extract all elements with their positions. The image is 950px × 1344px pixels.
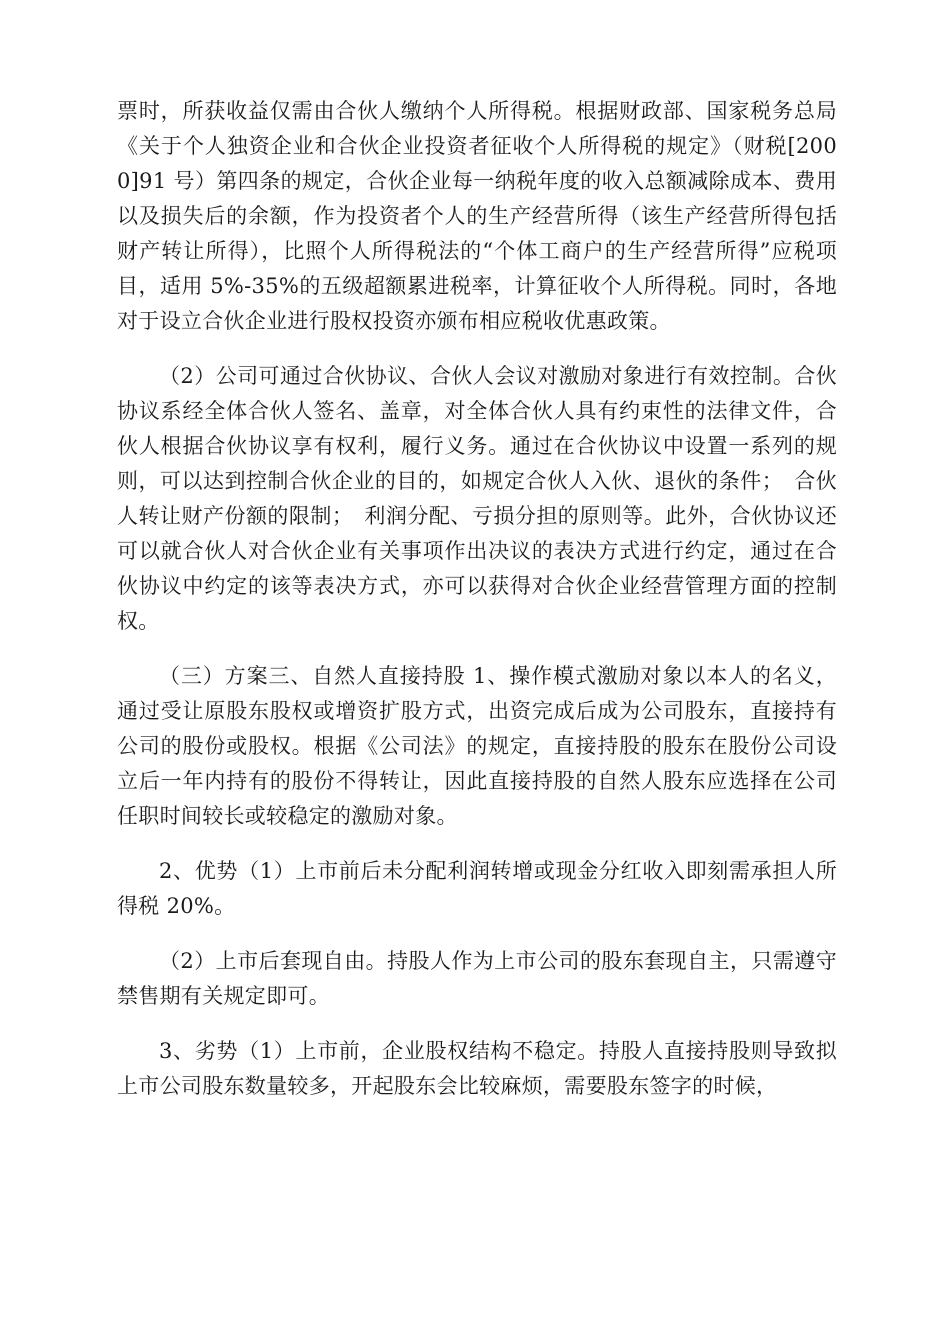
document-body — [117, 94, 837, 1124]
paragraph-advantage-one: 2、优势（1）上市前后未分配利润转增或现金分红收入即刻需承担人所得税 20%。 — [117, 859, 837, 918]
paragraph-partnership-control: （2）公司可通过合伙协议、合伙人会议对激励对象进行有效控制。合伙协议系经全体合伙人签名、盖章，对全体合伙人具有约束性的法律文件，合伙人根据合伙协议享有权利，履行义务。通过在合伙协议中设置一系列的规则，可以达到控制合伙企业的目的，如规定合伙人入伙、退伙的条件； 合伙人转让财产份额的限制； 利润分配、亏损分担的原则等。此外，合伙协议还可以就合伙人对合伙企业有关事项作出决议的表决方式进行约定，通过在合伙协议中约定的该等表决方式，亦可以获得对合伙企业经营管理方面的控制权。 — [117, 364, 837, 633]
paragraph-tax-continuation: 票时，所获收益仅需由合伙人缴纳个人所得税。根据财政部、国家税务总局《关于个人独资企业和合伙企业投资者征收个人所得税的规定》（财税[2000]91 号）第四条的规定，合伙企业每一纳税年度的收入总额减除成本、费用以及损失后的余额，作为投资者个人的生产经营所得（该生产经营所得包括财产转让所得），比照个人所得税法的“个体工商户的生产经营所得”应税项目，适用 5%-35%的五级超额累进税率，计算征收个人所得税。同时，各地对于设立合伙企业进行股权投资亦颁布相应税收优惠政策。 — [117, 99, 837, 333]
paragraph-advantage-two: （2）上市后套现自由。持股人作为上市公司的股东套现自主，只需遵守禁售期有关规定即可。 — [117, 949, 837, 1008]
paragraph-disadvantage-one: 3、劣势（1）上市前，企业股权结构不稳定。持股人直接持股则导致拟上市公司股东数量较多，开起股东会比较麻烦，需要股东签字的时候， — [117, 1039, 837, 1098]
paragraph-plan-three: （三）方案三、自然人直接持股 1、操作模式激励对象以本人的名义，通过受让原股东股权或增资扩股方式，出资完成后成为公司股东，直接持有公司的股份或股权。根据《公司法》的规定，直接持股的股东在股份公司设立后一年内持有的股份不得转让，因此直接持股的自然人股东应选择在公司任职时间较长或较稳定的激励对象。 — [117, 664, 837, 828]
